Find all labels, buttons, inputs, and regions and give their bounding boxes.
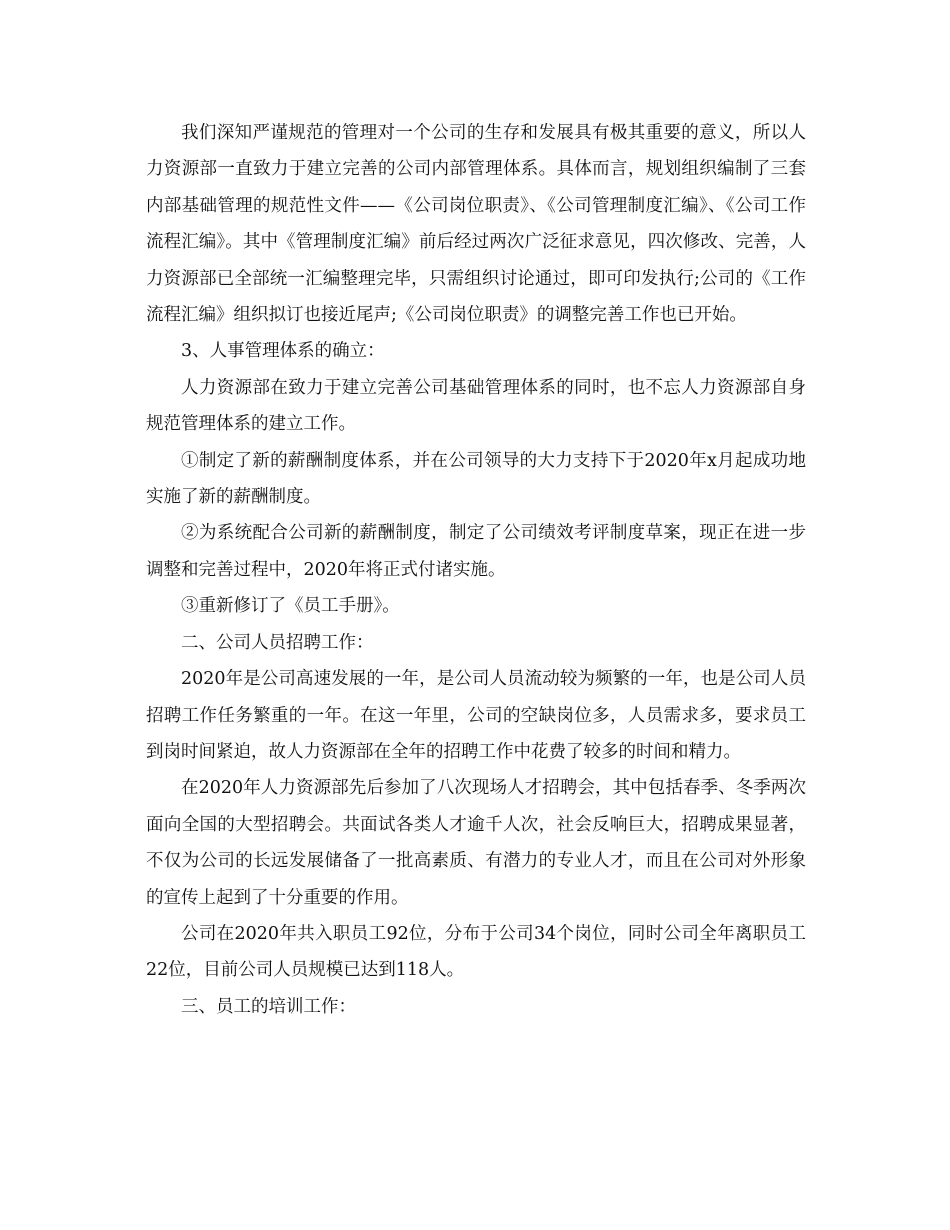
list-item-employee-handbook: ③重新修订了《员工手册》。 bbox=[181, 596, 400, 617]
list-item-performance-draft: ②为系统配合公司新的薪酬制度，制定了公司绩效考评制度草案，现正在进一步调整和完善过程中，2020年将正式付诸实施。 bbox=[146, 523, 806, 580]
heading-personnel-system: 3、人事管理体系的确立： bbox=[181, 341, 385, 362]
heading-training: 三、员工的培训工作： bbox=[181, 996, 356, 1017]
list-item-salary-system: ①制定了新的薪酬制度体系，并在公司领导的大力支持下于2020年x月起成功地实施了新的薪酬制度。 bbox=[146, 450, 806, 508]
paragraph-management-system: 我们深知严谨规范的管理对一个公司的生存和发展具有极其重要的意义，所以人力资源部一直致力于建立完善的公司内部管理体系。具体而言，规划组织编制了三套内部基础管理的规范性文件——《公司岗位职责》、《公司管理制度汇编》、《公司工作流程汇编》。其中《管理制度汇编》前后经过两次广泛征求意见，四次修改、完善，人力资源部已全部统一汇编整理完毕，只需组织讨论通过，即可印发执行;公司的《工作流程汇编》组织拟订也接近尾声;《公司岗位职责》的调整完善工作也已开始。 bbox=[146, 123, 806, 326]
paragraph-job-fairs: 在2020年人力资源部先后参加了八次现场人才招聘会，其中包括春季、冬季两次面向全国的大型招聘会。共面试各类人才逾千人次，社会反响巨大，招聘成果显著，不仅为公司的长远发展储备了一批高素质、有潜力的专业人才，而且在公司对外形象的宣传上起到了十分重要的作用。 bbox=[146, 778, 806, 908]
paragraph-recruitment-overview: 2020年是公司高速发展的一年，是公司人员流动较为频繁的一年，也是公司人员招聘工作任务繁重的一年。在这一年里，公司的空缺岗位多，人员需求多，要求员工到岗时间紧迫，故人力资源部在全年的招聘工作中花费了较多的时间和精力。 bbox=[146, 669, 806, 762]
paragraph-headcount: 公司在2020年共入职员工92位，分布于公司34个岗位，同时公司全年离职员工22位，目前公司人员规模已达到118人。 bbox=[146, 923, 806, 981]
document-body bbox=[146, 115, 806, 1025]
paragraph-hr-self-system: 人力资源部在致力于建立完善公司基础管理体系的同时，也不忘人力资源部自身规范管理体系的建立工作。 bbox=[146, 377, 806, 435]
heading-recruitment: 二、公司人员招聘工作： bbox=[181, 632, 374, 653]
